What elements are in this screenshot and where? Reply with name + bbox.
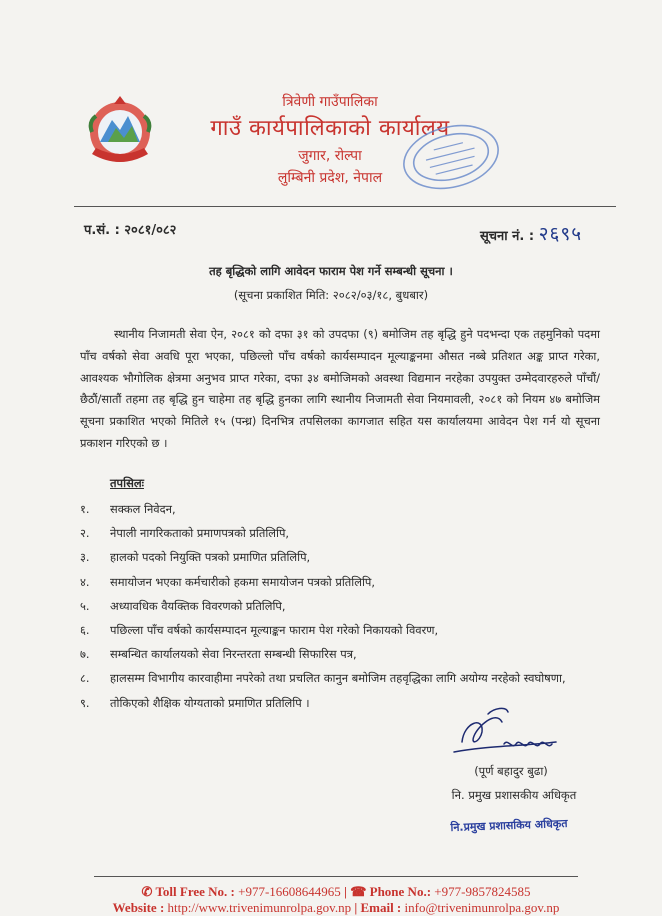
- list-item: [80, 643, 600, 665]
- list-item: [80, 546, 600, 568]
- list-heading: तपसिलः: [110, 476, 144, 490]
- list-item: [80, 522, 600, 544]
- list-item-number: ४.: [80, 574, 90, 589]
- website-label: Website :: [112, 900, 165, 915]
- list-item: [80, 571, 600, 593]
- notice-reference: [480, 220, 582, 246]
- list-item-text: सम्बन्धित कार्यालयको सेवा निरन्तरता सम्बन्धी सिफारिस पत्र,: [110, 647, 357, 662]
- phone-number: +977-9857824585: [434, 884, 531, 899]
- list-item-text: पछिल्ला पाँच वर्षको कार्यसम्पादन मूल्याङ्कन फाराम पेश गरेको निकायको विवरण,: [110, 622, 439, 637]
- telephone-icon: ☎: [350, 884, 367, 899]
- published-date: (सूचना प्रकाशित मिति: २०८२/०३/१८, बुधबार): [233, 288, 429, 302]
- header-divider: [74, 206, 616, 207]
- office-name: गाउँ कार्यपालिकाको कार्यालय: [210, 116, 450, 141]
- separator: |: [354, 900, 361, 915]
- list-item-number: ८.: [80, 671, 90, 686]
- list-item: [80, 498, 600, 520]
- province-name: लुम्बिनी प्रदेश, नेपाल: [277, 170, 383, 186]
- handwritten-signature: [444, 702, 584, 762]
- email-label: Email :: [360, 900, 402, 915]
- list-item-number: ३.: [80, 550, 90, 565]
- tollfree-number: +977-16608644965: [238, 884, 341, 899]
- tollfree-label: Toll Free No. :: [155, 884, 235, 899]
- list-item-text: तोकिएको शैक्षिक योग्यताको प्रमाणित प्रतिलिपि ।: [110, 695, 310, 710]
- fiscal-reference: प.सं. : २०८१/०८२: [84, 223, 177, 238]
- notice-number: २६९५: [538, 223, 583, 245]
- list-item-text: हालसम्म विभागीय कारवाहीमा नपरेको तथा प्रचलित कानुन बमोजिम तहवृद्धिका लागि अयोग्य नरहेको स्वघोषणा,: [110, 671, 566, 686]
- phone-icon: ✆: [141, 884, 153, 899]
- signatory-designation: नि. प्रमुख प्रशासकीय अधिकृत: [451, 788, 577, 802]
- email-link[interactable]: info@trivenimunrolpa.gov.np: [404, 900, 560, 915]
- list-item-text: अध्यावधिक वैयक्तिक विवरणको प्रतिलिपि,: [110, 598, 286, 613]
- list-item: [80, 667, 600, 689]
- list-item-text: सक्कल निवेदन,: [110, 502, 176, 516]
- website-link[interactable]: http://www.trivenimunrolpa.gov.np: [167, 900, 352, 915]
- document-list: [80, 498, 600, 716]
- nepal-emblem-logo: [78, 92, 162, 168]
- notice-subject: तह बृद्धिको लागि आवेदन फाराम पेश गर्ने सम्बन्धी सूचना ।: [209, 264, 453, 278]
- list-item-number: ९.: [80, 695, 90, 710]
- footer-contact: [70, 884, 602, 900]
- footer-divider: [94, 876, 578, 877]
- list-item-text: हालको पदको नियुक्ति पत्रको प्रमाणित प्रतिलिपि,: [110, 550, 311, 565]
- office-address: जुगार, रोल्पा: [298, 148, 362, 164]
- designation-stamp: नि.प्रमुख प्रशासकिय अधिकृत: [450, 816, 568, 835]
- notice-body: स्थानीय निजामती सेवा ऐन, २०८१ को दफा ३१ को उपदफा (९) बमोजिम तह बृद्धि हुने पदभन्दा एक तहमुनिको पदमा पाँच वर्षको सेवा अवधि पूरा भएका, पछिल्लो पाँच वर्षको कार्यसम्पादन मूल्याङ्कनमा औसत नब्बे प्रतिशत अङ्क प्राप्त गरेका, आवश्यक भौगोलिक क्षेत्रमा अनुभव प्राप्त गरेका, दफा ३४ बमोजिमको अवस्था विद्यमान नरहेका उपयुक्त उम्मेदवारहरुले पाँचौं/छैठौं/सातौं तहमा तह बृद्धि हुन चाहेमा तह बृद्धि हुनका लागि स्थानीय निजामती सेवा नियमावली, २०८१ को नियम ४७ बमोजिम सूचना प्रकाशित भएको मितिले १५ (पन्ध्र) दिनभित्र तपसिलका कागजात सहित यस कार्यालयमा आवेदन पेश गर्न यो सूचना प्रकाशन गरिएको छ ।: [80, 327, 600, 450]
- list-item: [80, 619, 600, 641]
- footer-web: [70, 900, 602, 916]
- list-item-text: नेपाली नागरिकताको प्रमाणपत्रको प्रतिलिपि,: [110, 526, 290, 541]
- list-item: [80, 595, 600, 617]
- separator: |: [344, 884, 351, 899]
- municipality-name: त्रिवेणी गाउँपालिका: [282, 94, 378, 110]
- list-item-number: ७.: [80, 647, 90, 662]
- phone-label: Phone No.:: [369, 884, 432, 899]
- list-item-number: ५.: [80, 598, 90, 613]
- list-item-number: २.: [80, 526, 90, 541]
- list-item-text: समायोजन भएका कर्मचारीको हकमा समायोजन पत्रको प्रतिलिपि,: [110, 574, 376, 589]
- signatory-name: (पूर्ण बहादुर बुढा): [474, 764, 548, 778]
- list-item-number: १.: [80, 502, 90, 516]
- list-item-number: ६.: [80, 622, 90, 637]
- notice-number-label: सूचना नं. :: [480, 229, 535, 244]
- office-seal-stamp: [396, 118, 506, 196]
